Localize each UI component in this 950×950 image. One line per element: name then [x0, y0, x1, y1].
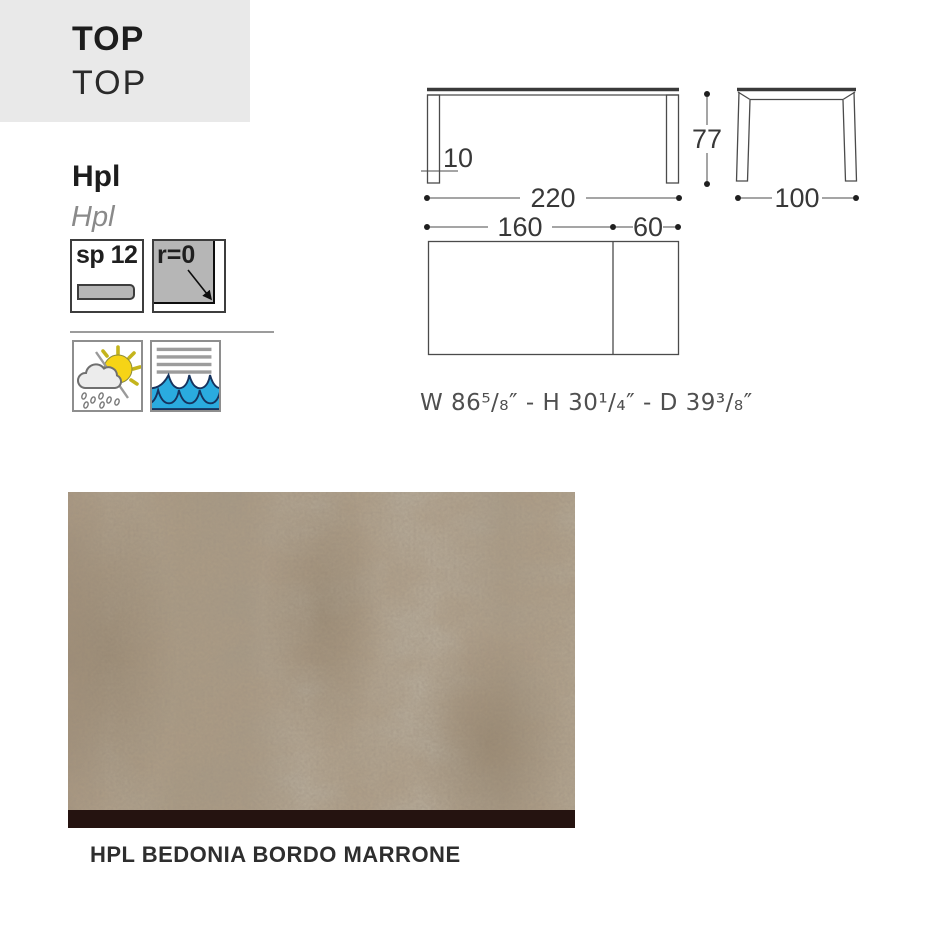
material-sample	[68, 492, 575, 828]
radius-label: r=0	[157, 241, 196, 269]
sun-cloud-rain-icon	[72, 340, 143, 412]
waves-icon	[150, 340, 221, 412]
sample-caption: HPL BEDONIA BORDO MARRONE	[90, 842, 461, 867]
front-view	[421, 90, 722, 214]
corner-arrow-icon	[154, 241, 224, 311]
dim-plan-extension: 60	[632, 212, 664, 242]
dim-front-width: 220	[530, 183, 576, 213]
material-sample-texture	[68, 492, 575, 810]
dim-leg-thickness: 10	[443, 143, 474, 173]
header-panel	[0, 0, 250, 122]
imperial-dimensions: W 86⁵/₈″ - H 30¹/₄″ - D 39³/₈″	[420, 390, 753, 416]
weather-icon-graphic	[74, 342, 141, 410]
technical-drawing	[400, 60, 870, 390]
thickness-label: sp 12	[76, 241, 138, 269]
waves-icon-graphic	[152, 342, 219, 410]
material-name-italic: Hpl	[71, 201, 115, 233]
dim-depth: 100	[774, 183, 820, 213]
thickness-spec-box	[70, 239, 144, 313]
dim-plan-fixed: 160	[497, 212, 543, 242]
material-name: Hpl	[72, 160, 121, 193]
page-title: TOP	[72, 20, 145, 58]
sample-brown-edge	[68, 810, 575, 828]
dim-height: 77	[691, 124, 723, 154]
board-thickness-icon	[77, 284, 135, 300]
divider-line	[70, 331, 274, 333]
plan-view	[424, 212, 681, 355]
page-subtitle: TOP	[72, 64, 148, 102]
side-view	[735, 90, 859, 214]
radius-spec-box	[152, 239, 226, 313]
